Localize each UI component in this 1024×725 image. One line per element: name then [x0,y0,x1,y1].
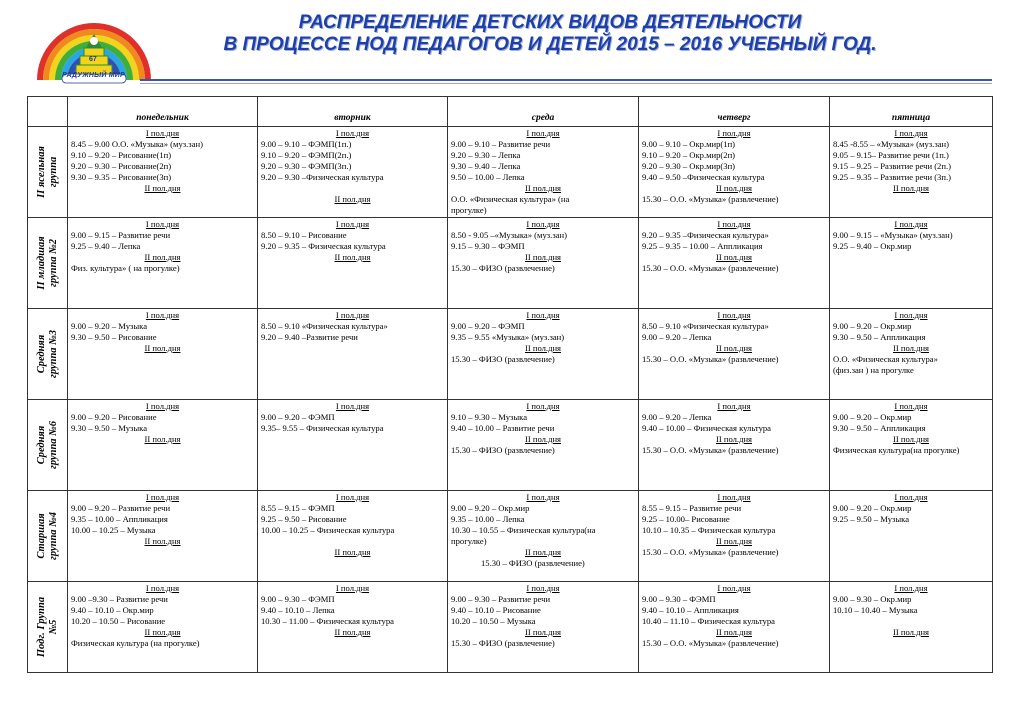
day-header: понедельник [68,97,258,127]
activity-line: 9.40 – 10.00 – Развитие речи [451,423,555,433]
half-day-heading: I пол.дня [894,492,928,502]
activity-line: 9.20 – 9.35 – Физическая культура [261,241,386,251]
day-header: среда [448,97,639,127]
activity-line: 10.30 – 11.00 – Физическая культура [261,616,394,626]
group-label-cell [28,582,68,673]
activity-line: 9.20 – 9.30 – Рисование(2п) [71,161,172,171]
group-label-line: II ясельная [35,146,47,198]
activity-line: 9.35 – 10.00 – Аппликация [71,514,168,524]
group-label [36,330,60,378]
activity-line: 10.10 – 10.35 – Физическая культура [642,525,776,535]
schedule-cell [448,582,639,673]
group-label-line: группа №2 [47,238,59,288]
schedule-cell [68,218,258,309]
half-day-heading: I пол.дня [526,310,560,320]
schedule-cell [639,491,830,582]
activity-line: 9.00 – 9.20 – Окр.мир [833,321,912,331]
activity-line: 9.25 – 9.35 – Развитие речи (3п.) [833,172,951,182]
half-day-heading: I пол.дня [145,219,180,229]
activity-line: 15.30 – ФИЗО (развлечение) [451,263,555,273]
activity-line: 9.40 – 10.10 – Аппликация [642,605,739,615]
half-day-heading: II пол.дня [892,627,929,637]
schedule-cell [68,127,258,218]
schedule-cell [830,218,993,309]
half-day-heading: II пол.дня [715,252,752,262]
activity-line: 9.40 – 10.10 – Рисование [451,605,541,615]
activity-line: 9.10 – 9.30 – Музыка [451,412,528,422]
activity-line: 9.40 – 10.00 – Физическая культура [642,423,771,433]
half-day-heading: I пол.дня [717,401,751,411]
activity-line: 9.15 – 9.30 – ФЭМП [451,241,525,251]
activity-line: Физическая культура (на прогулке) [71,638,200,648]
schedule-table [27,96,993,673]
corner-cell [28,97,68,127]
activity-line: 9.00 – 9.10 – Окр.мир(1п) [642,139,736,149]
schedule-cell [639,400,830,491]
group-label-cell [28,309,68,400]
group-label-line: группа №4 [47,511,59,561]
activity-line: О.О. «Физическая культура» (на [451,194,570,204]
schedule-cell [258,218,448,309]
schedule-cell [830,309,993,400]
activity-line: 9.00 – 9.30 – Развитие речи [451,594,551,604]
half-day-heading: II пол.дня [524,343,561,353]
half-day-heading: I пол.дня [145,583,180,593]
schedule-cell [639,309,830,400]
half-day-heading: II пол.дня [715,536,752,546]
activity-line: 9.20 – 9.40 –Развитие речи [261,332,358,342]
half-day-heading: I пол.дня [335,310,370,320]
half-day-heading: II пол.дня [524,183,561,193]
activity-line: 9.00 – 9.20 – Музыка [71,321,148,331]
half-day-heading: II пол.дня [892,434,929,444]
activity-line: 8.50 – 9.10 «Физическая культура» [261,321,388,331]
activity-line: 9.00 – 9.20 – Окр.мир [833,412,912,422]
half-day-heading: I пол.дня [335,128,370,138]
activity-line: 15.30 – О.О. «Музыка» (развлечение) [642,354,779,364]
activity-line: 9.00 – 9.20 – Развитие речи [71,503,171,513]
group-label-line: II младшая [35,236,47,290]
activity-line: 15.30 – ФИЗО (развлечение) [451,638,555,648]
activity-line: 8.50 – 9.10 «Физическая культура» [642,321,769,331]
group-label [36,597,60,657]
activity-line: 9.40 – 10.10 – Окр.мир [71,605,154,615]
activity-line: 10.40 – 11.10 – Физическая культура [642,616,775,626]
activity-line [261,536,444,547]
title-rule-thin [140,83,992,84]
schedule-cell [830,491,993,582]
activity-line: 9.25 – 10.00– Рисование [642,514,730,524]
half-day-heading: II пол.дня [524,434,561,444]
activity-line: 15.30 – О.О. «Музыка» (развлечение) [642,638,779,648]
activity-line: 9.00 – 9.15 – «Музыка» (муз.зан) [833,230,953,240]
group-label-line: группа №6 [47,420,59,470]
activity-line: 9.30 – 9.50 – Аппликация [833,332,926,342]
activity-line: 9.00 – 9.20 – Рисование [71,412,157,422]
activity-line: 9.35– 9.55 – Физическая культура [261,423,384,433]
half-day-heading: I пол.дня [145,310,180,320]
schedule-cell [830,400,993,491]
activity-line: 10.20 – 10.50 – Музыка [451,616,536,626]
half-day-heading: I пол.дня [335,492,370,502]
activity-line: 8.50 – 9.10 – Рисование [261,230,347,240]
activity-line: 9.30 – 9.50 – Музыка [71,423,148,433]
activity-line: 9.00 – 9.20 – ФЭМП [261,412,335,422]
activity-line: 9.35 – 10.00 – Лепка [451,514,525,524]
activity-line: 10.00 – 10.25 – Физическая культура [261,525,395,535]
group-label-line: группа [47,156,59,188]
activity-line: 15.30 – О.О. «Музыка» (развлечение) [642,263,779,273]
activity-line: 9.00 – 9.20 – Окр.мир [451,503,530,513]
day-header: четверг [639,97,830,127]
half-day-heading: I пол.дня [145,492,180,502]
half-day-heading: I пол.дня [145,128,180,138]
half-day-heading: I пол.дня [335,219,370,229]
activity-line: прогулке) [451,536,487,546]
page-title [170,12,930,56]
half-day-heading: I пол.дня [894,401,928,411]
half-day-heading: I пол.дня [145,401,180,411]
half-day-heading: II пол.дня [334,547,371,557]
activity-line: 10.00 – 10.25 – Музыка [71,525,156,535]
half-day-heading: I пол.дня [894,310,928,320]
activity-line: 9.25 – 9.35 – 10.00 – Аппликация [642,241,763,251]
activity-line: 9.00 – 9.10 – Развитие речи [451,139,551,149]
activity-line: 9.30 – 9.35 – Рисование(3п) [71,172,172,182]
group-row [28,491,993,582]
schedule-cell [258,582,448,673]
activity-line: 15.30 – ФИЗО (развлечение) [481,558,585,568]
activity-line: прогулке) [451,205,487,215]
activity-line: 15.30 – ФИЗО (развлечение) [451,445,555,455]
title-rule [140,79,992,81]
activity-line: 9.50 – 10.00 – Лепка [451,172,525,182]
activity-line: 8.45 -8.55 – «Музыка» (муз.зан) [833,139,949,149]
logo-number: 67 [89,56,97,63]
activity-line: 9.25 – 9.40 – Лепка [71,241,141,251]
group-label-line: Средняя [35,334,47,374]
half-day-heading: II пол.дня [524,252,561,262]
activity-line: Физ. культура» ( на прогулке) [71,263,180,273]
group-row [28,582,993,673]
activity-line: 9.10 – 9.20 – Рисование(1п) [71,150,172,160]
half-day-heading: I пол.дня [894,219,928,229]
group-label-line: Старшая [35,513,47,559]
activity-line: 9.25 – 9.50 – Музыка [833,514,910,524]
schedule-cell [258,491,448,582]
half-day-heading: I пол.дня [717,219,751,229]
activity-line: 9.20 – 9.30 – Лепка [451,150,521,160]
schedule-cell [258,127,448,218]
group-label-line: №5 [47,619,59,635]
activity-line: 8.50 - 9.05 –«Музыка» (муз.зан) [451,230,567,240]
half-day-heading: II пол.дня [715,343,752,353]
schedule-cell [68,400,258,491]
header-row [28,97,993,127]
title-line-1: РАСПРЕДЕЛЕНИЕ ДЕТСКИХ ВИДОВ ДЕЯТЕЛЬНОСТИ [298,12,802,33]
group-label-cell [28,400,68,491]
activity-line: 9.40 – 9.50 –Физическая культура [642,172,765,182]
group-row [28,218,993,309]
logo-caption: РАДУЖНЫЙ МИР [62,72,125,79]
half-day-heading: II пол.дня [892,343,929,353]
half-day-heading: I пол.дня [526,583,560,593]
day-header: пятница [830,97,993,127]
activity-line: 15.30 – ФИЗО (развлечение) [451,354,555,364]
activity-line: 9.00 – 9.30 – Окр.мир [833,594,912,604]
schedule-cell [448,309,639,400]
group-label [36,421,60,469]
activity-line: 10.20 – 10.50 – Рисование [71,616,166,626]
activity-line: 9.05 – 9.15– Развитие речи (1п.) [833,150,949,160]
activity-line: 9.30 – 9.50 – Аппликация [833,423,926,433]
activity-line: 15.30 – О.О. «Музыка» (развлечение) [642,194,779,204]
activity-line: Физическая культура(на прогулке) [833,445,960,455]
half-day-heading: II пол.дня [144,343,181,353]
activity-line: 9.00 – 9.30 – ФЭМП [642,594,716,604]
group-label-line: Средняя [35,425,47,465]
half-day-heading: II пол.дня [524,627,561,637]
schedule-cell [830,582,993,673]
activity-line: 9.10 – 9.20 – ФЭМП(2п.) [261,150,352,160]
half-day-heading: I пол.дня [526,401,560,411]
half-day-heading: II пол.дня [715,183,752,193]
group-label-cell [28,127,68,218]
schedule-cell [448,218,639,309]
activity-line: 15.30 – О.О. «Музыка» (развлечение) [642,445,779,455]
activity-line: 9.20 – 9.30 –Физическая культура [261,172,384,182]
activity-line: 9.00 – 9.20 – Окр.мир [833,503,912,513]
half-day-heading: I пол.дня [335,401,370,411]
half-day-heading: I пол.дня [717,310,751,320]
activity-line: 9.30 – 9.50 – Рисование [71,332,157,342]
activity-line: 9.25 – 9.50 – Рисование [261,514,347,524]
day-header: вторник [258,97,448,127]
group-row [28,309,993,400]
schedule-cell [68,309,258,400]
half-day-heading: I пол.дня [717,583,751,593]
half-day-heading: II пол.дня [892,183,929,193]
activity-line: 9.20 – 9.30 – Окр.мир(3п) [642,161,736,171]
activity-line [261,183,444,194]
activity-line: 9.25 – 9.40 – Окр.мир [833,241,912,251]
half-day-heading: II пол.дня [144,183,181,193]
activity-line: 9.40 – 10.10 – Лепка [261,605,335,615]
group-label-line: группа №3 [47,329,59,379]
schedule-cell [448,400,639,491]
activity-line: 8.55 – 9.15 – ФЭМП [261,503,335,513]
activity-line: 10.10 – 10.40 – Музыка [833,605,918,615]
activity-line: 15.30 – О.О. «Музыка» (развлечение) [642,547,779,557]
activity-line: 9.30 – 9.40 – Лепка [451,161,521,171]
schedule-cell [258,400,448,491]
half-day-heading: I пол.дня [526,128,560,138]
activity-line: 9.00 – 9.30 – ФЭМП [261,594,335,604]
schedule-cell [68,582,258,673]
activity-line: 9.00 –9.30 – Развитие речи [71,594,168,604]
half-day-heading: I пол.дня [894,583,928,593]
schedule-cell [448,491,639,582]
half-day-heading: I пол.дня [526,219,560,229]
group-label [36,236,60,289]
activity-line: 9.00 – 9.20 – ФЭМП [451,321,525,331]
half-day-heading: II пол.дня [334,627,371,637]
schedule-cell [639,218,830,309]
group-row [28,400,993,491]
group-label-cell [28,491,68,582]
activity-line: 8.45 – 9.00 О.О. «Музыка» (муз.зан) [71,139,203,149]
group-label-cell [28,218,68,309]
schedule-cell [258,309,448,400]
activity-line: 9.20 – 9.35 –Физическая культура» [642,230,769,240]
activity-line: 8.55 – 9.15 – Развитие речи [642,503,742,513]
half-day-heading: I пол.дня [526,492,560,502]
activity-line: 9.10 – 9.20 – Окр.мир(2п) [642,150,736,160]
activity-line: 9.00 – 9.15 – Развитие речи [71,230,171,240]
schedule-cell [830,127,993,218]
schedule-cell [448,127,639,218]
group-label [36,512,60,560]
half-day-heading: II пол.дня [524,547,561,557]
half-day-heading: II пол.дня [715,434,752,444]
half-day-heading: I пол.дня [335,583,370,593]
activity-line: О.О. «Физическая культура» [833,354,938,364]
half-day-heading: I пол.дня [717,128,751,138]
activity-line: 9.00 – 9.20 – Лепка [642,332,712,342]
half-day-heading: I пол.дня [894,128,928,138]
schedule-cell [639,127,830,218]
half-day-heading: II пол.дня [144,252,181,262]
group-row [28,127,993,218]
half-day-heading: II пол.дня [144,434,181,444]
half-day-heading: II пол.дня [715,627,752,637]
activity-line [833,616,989,627]
activity-line: 9.00 – 9.10 – ФЭМП(1п.) [261,139,352,149]
activity-line: 9.00 – 9.20 – Лепка [642,412,712,422]
half-day-heading: II пол.дня [144,536,181,546]
activity-line: 9.20 – 9.30 – ФЭМП(3п.) [261,161,352,171]
schedule-cell [639,582,830,673]
title-line-2: В ПРОЦЕССЕ НОД ПЕДАГОГОВ И ДЕТЕЙ 2015 – 2016 УЧЕБНЫЙ ГОД. [223,34,877,55]
half-day-heading: II пол.дня [334,194,371,204]
half-day-heading: II пол.дня [334,252,371,262]
half-day-heading: I пол.дня [717,492,751,502]
group-label-line: Подг. Группа [35,596,47,658]
half-day-heading: II пол.дня [144,627,181,637]
activity-line: 10.30 – 10.55 – Физическая культура(на [451,525,596,535]
schedule-cell [68,491,258,582]
activity-line: 9.35 – 9.55 «Музыка» (муз.зан) [451,332,565,342]
activity-line: (физ.зан ) на прогулке [833,365,914,375]
activity-line: 9.15 – 9.25 – Развитие речи (2п.) [833,161,951,171]
group-label [36,146,60,198]
